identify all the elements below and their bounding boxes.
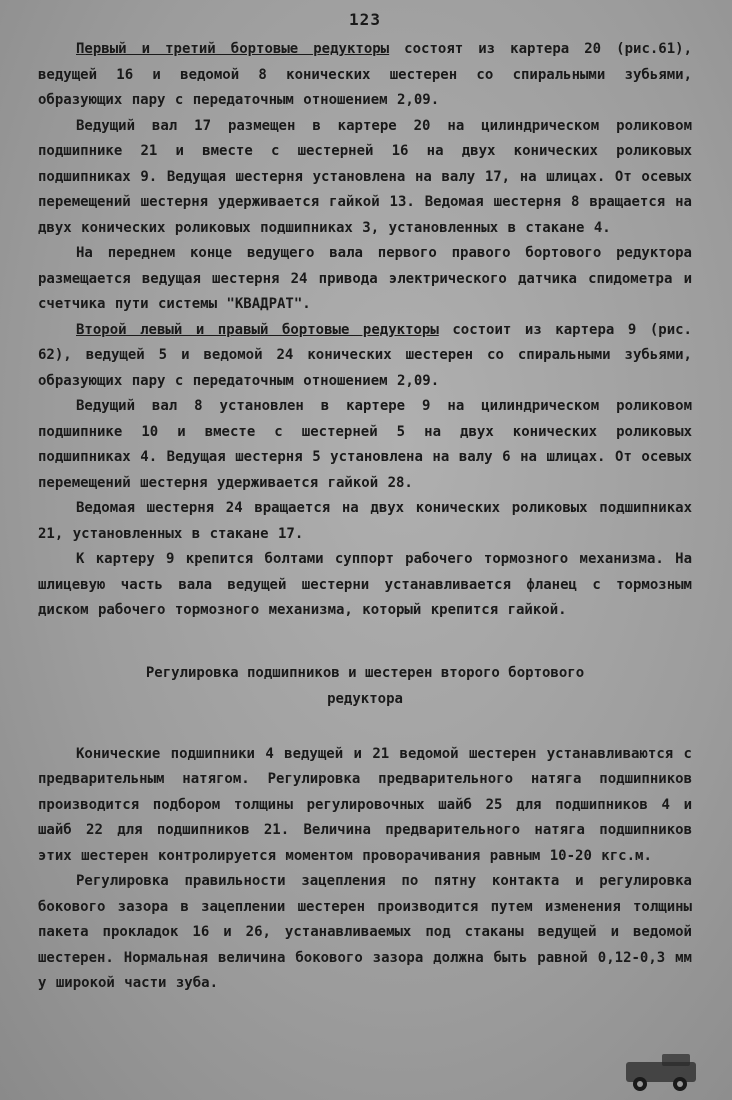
paragraph-7: К картеру 9 крепится болтами суппорт рабочего тормозного механизма. На шлицевую часть вала ведущей шестерни устанавливается фланец с тормозным диском рабочего тормозного механизма, который крепится гайкой. xyxy=(38,551,692,618)
section-title xyxy=(38,660,692,712)
paragraph-2: Ведущий вал 17 размещен в картере 20 на цилиндрическом роликовом подшипнике 21 и вместе с шестерней 16 на двух конических роликовых подшипниках 9. Ведущая шестерня установлена на валу 17, на шлицах. От осевых перемещений шестерня удерживается гайкой 13. Ведомая шестерня 8 вращается на двух конических роликовых подшипниках 3, установленных в стакане 4. xyxy=(38,117,692,236)
paragraph-1-text: состоят из картера 20 (рис.61), ведущей 16 и ведомой 8 конических шестерен со спиральными зубьями, образующих пару с передаточным отношением 2,09. xyxy=(38,41,693,108)
section-paragraph-1: Конические подшипники 4 ведущей и 21 ведомой шестерен устанавливаются с предварительным натягом. Регулировка предварительного натяга подшипников производится подбором толщины регулировочных шайб 25 для подшипников 4 и шайб 22 для подшипников 21. Величина предварительного натяга подшипников этих шестерен контролируется моментом проворачивания равным 10-20 кгс.м. xyxy=(38,745,692,864)
paragraph-4 xyxy=(38,318,692,395)
paragraph-5: Ведущий вал 8 установлен в картере 9 на цилиндрическом роликовом подшипнике 10 и вместе с шестерней 5 на двух конических роликовых подшипниках 4. Ведущая шестерня 5 установлена на валу 6 на шлицах. От осевых перемещений шестерня удерживается гайкой 28. xyxy=(38,398,692,491)
vehicle-stamp-icon xyxy=(622,1048,702,1092)
section-paragraph-2: Регулировка правильности зацепления по пятну контакта и регулировка бокового зазора в зацеплении шестерен производится путем изменения толщины пакета прокладок 16 и 26, устанавливаемых под стаканы ведущей и ведомой шестерен. Нормальная величина бокового зазора должна быть равной 0,12-0,3 мм у широкой части зуба. xyxy=(38,873,692,991)
page-number: 123 xyxy=(349,10,381,29)
paragraph-3: На переднем конце ведущего вала первого правого бортового редуктора размещается ведущая шестерня 24 привода электрического датчика спидометра и счетчика пути системы "КВАДРАТ". xyxy=(38,245,692,312)
paragraph-4-text: состоит из картера 9 (рис. 62), ведущей 5 и ведомой 24 конических шестерен со спиральными зубьями, образующих пару с передаточным отношением 2,09. xyxy=(38,321,692,389)
paragraph-6: Ведомая шестерня 24 вращается на двух конических роликовых подшипниках 21, установленных в стакане 17. xyxy=(38,500,692,542)
paragraph-1 xyxy=(38,37,692,114)
heading-first-third-reducers: Первый и третий бортовые редукторы xyxy=(76,41,390,57)
section-title-line-1: Регулировка подшипников и шестерен второго бортового xyxy=(145,664,585,681)
heading-second-reducers: Второй левый и правый бортовые редукторы xyxy=(76,321,439,338)
section-title-line-2: редуктора xyxy=(327,690,403,707)
